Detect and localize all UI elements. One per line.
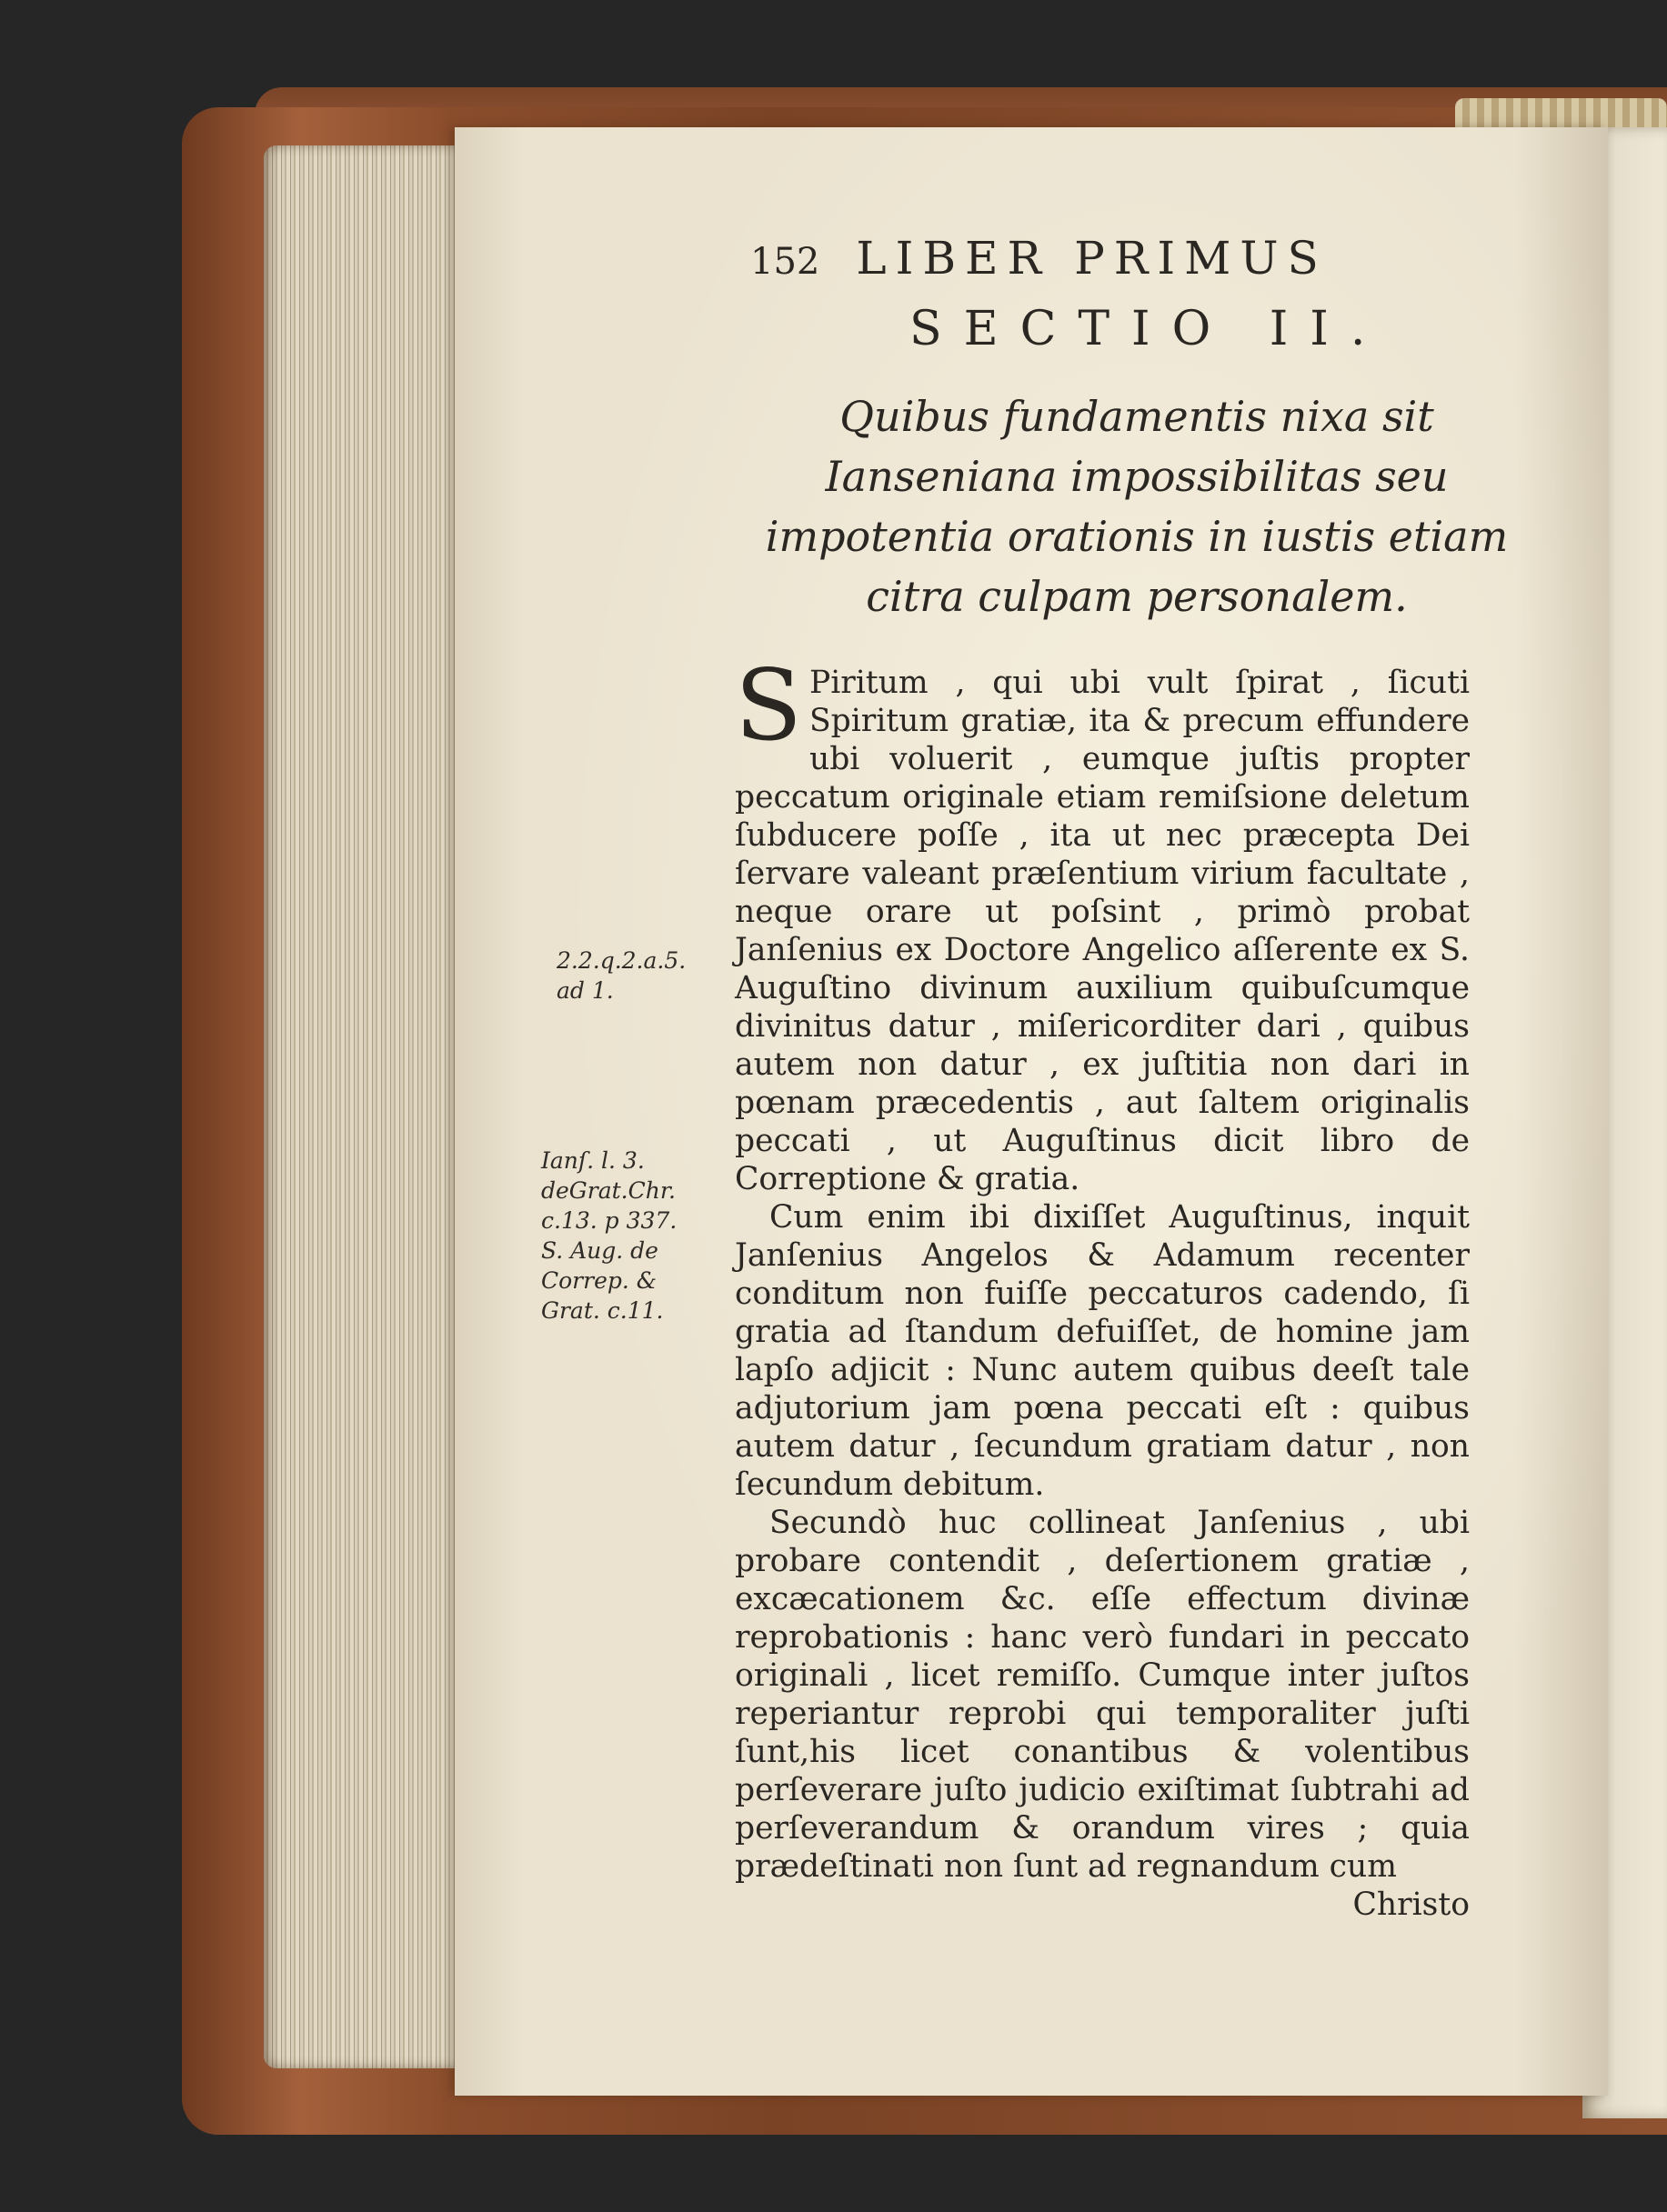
marginal-note-1: [557, 946, 729, 1006]
book-title: LIBER PRIMUS: [856, 232, 1328, 285]
page-edges: [264, 145, 473, 2068]
marginal-note-line: Correp. &: [541, 1267, 658, 1294]
marginal-note-2: [541, 1146, 723, 1326]
marginal-note-line: deGrat.Chr.: [541, 1177, 676, 1204]
paragraph-1: [735, 649, 1470, 1198]
section-title: SECTIO II.: [909, 302, 1388, 356]
marginal-note-line: Ianſ. l. 3.: [541, 1147, 645, 1174]
catchword: Christo: [1352, 1887, 1470, 1923]
section-subtitle: Quibus fundamentis nixa sit Ianseniana impossibilitas seu impotentia orationis in iustis etiam citra culpam personalem.: [765, 392, 1509, 621]
page-number: 152: [750, 241, 820, 283]
marginal-note-line: ad 1.: [557, 977, 614, 1004]
marginal-note-line: c.13. p 337.: [541, 1207, 678, 1234]
body-text: [735, 649, 1470, 1924]
marginal-note-line: Grat. c.11.: [541, 1297, 664, 1324]
paragraph-3: Secundò huc collineat Janſenius , ubi probare contendit , deſertionem gratiæ , excæcationem &c. eſſe effectum divinæ reprobationis : hanc verò fundari in peccato originali , licet remiſſo. Cumque inter juſtos reperiantur reprobi qui temporaliter juſti ſunt,his licet conantibus & volentibus perſeverare juſto judicio exiſtimat ſubtrahi ad perſeverandum & orandum vires ; quia prædeſtinati non ſunt ad regnandum cum: [735, 1505, 1470, 1885]
marginal-note-line: 2.2.q.2.a.5.: [557, 947, 687, 974]
running-head: [750, 232, 1387, 295]
paragraph-2: Cum enim ibi dixiſſet Auguſtinus, inquit Janſenius Angelos & Adamum recenter conditum non fuiſſe peccaturos cadendo, ſi gratia ad ſtandum defuiſſet, de homine jam lapſo adjicit : Nunc autem quibus deeſt tale adjutorium jam pœna peccati eſt : quibus autem datur , ſecundum gratiam datur , non ſecundum debitum.: [735, 1199, 1470, 1503]
marginal-note-line: S. Aug. de: [541, 1237, 658, 1264]
drop-cap: S: [735, 649, 802, 763]
paragraph-1-text: Piritum , qui ubi vult ſpirat , ſicuti Spiritum gratiæ, ita & precum effundere ubi voluerit , eumque juſtis propter peccatum originale etiam remiſsione deletum ſubducere poſſe , ita ut nec præcepta Dei ſervare valeant præſentium virium facultate , neque orare ut poſsint , primò probat Janſenius ex Doctore Angelico aſſerente ex S. Auguſtino divinum auxilium quibuſcumque divinitus datur , miſericorditer dari , quibus autem non datur , ex juſtitia non dari in pœnam præcedentis , aut ſaltem originalis peccati , ut Auguſtinus dicit libro de Correptione & gratia.: [735, 665, 1470, 1197]
